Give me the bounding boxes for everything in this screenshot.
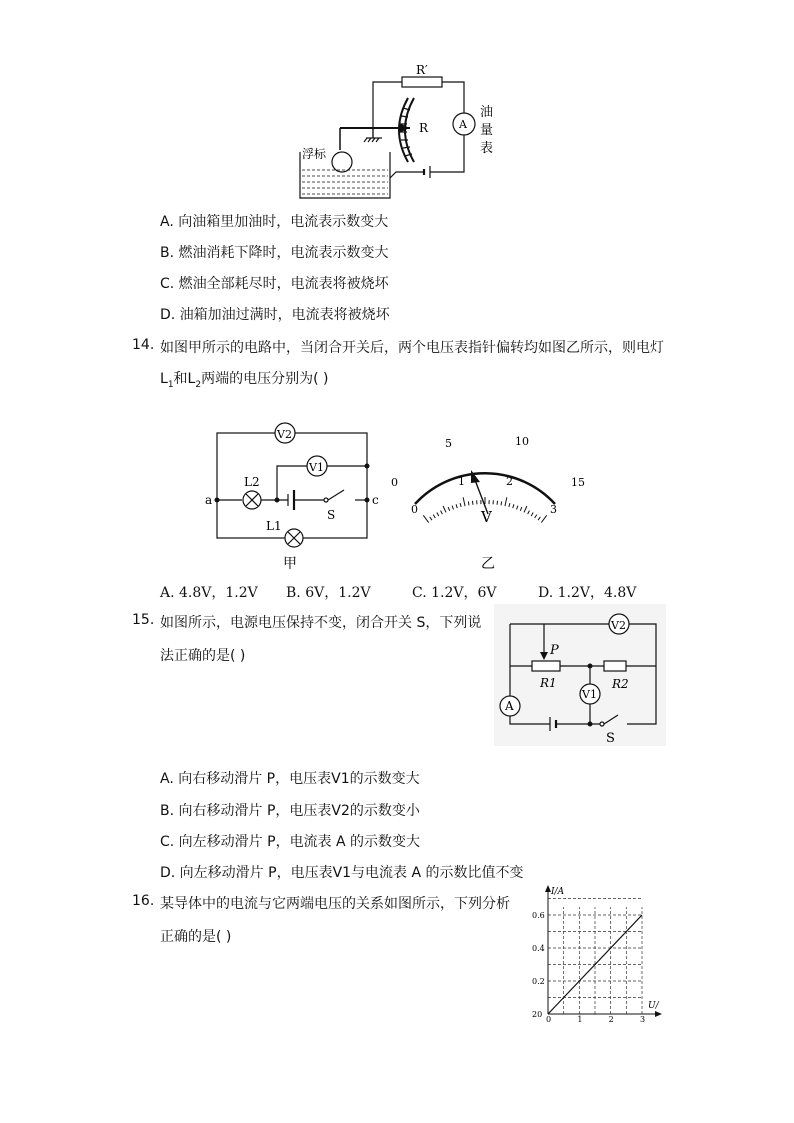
voltmeter-dial-figure	[388, 430, 588, 576]
q15-v1-label: V1	[582, 688, 597, 701]
dial-tick	[448, 507, 449, 511]
q15-r1-label: R1	[540, 676, 557, 690]
dial-tick	[513, 504, 514, 508]
dial-tick	[452, 506, 453, 510]
chart-ylabel: I/A	[551, 887, 565, 897]
circuit-jia-figure	[200, 418, 390, 574]
dial-tick	[423, 515, 428, 522]
dial-tick	[524, 506, 527, 512]
switch-s-label: S	[327, 508, 336, 522]
q15-option-c[interactable]: C. 向左移动滑片 P，电流表 A 的示数变大	[160, 834, 421, 850]
dial-tick	[433, 515, 435, 518]
dial-inner-3: 3	[550, 503, 557, 516]
dial-tick	[535, 515, 537, 518]
chart-series-line	[548, 915, 642, 1014]
meter-name-char-3: 表	[480, 141, 494, 156]
q14-option-d[interactable]: D. 1.2V，4.8V	[538, 585, 637, 601]
chart-x-tick-label: 0	[546, 1015, 552, 1022]
dial-tick	[538, 517, 540, 520]
q15-option-d[interactable]: D. 向左移动滑片 P，电压表V1与电流表 A 的示数比值不变	[160, 865, 524, 881]
chart-y-tick-label: 0.2	[532, 977, 545, 986]
dial-tick	[517, 506, 518, 510]
dial-inner-2: 2	[506, 475, 513, 488]
chart-x-tick-label: 3	[640, 1015, 646, 1022]
dial-unit-label: V	[481, 508, 492, 526]
chart-y-tick-label: 0.6	[532, 911, 545, 920]
r-label: R	[419, 121, 429, 135]
q16-text-line2: 正确的是( )	[160, 929, 232, 945]
dial-tick	[468, 501, 469, 505]
dial-tick	[443, 506, 446, 512]
dial-tick	[437, 513, 439, 516]
q14-number: 14.	[132, 337, 155, 353]
l2-lamp-label: L2	[244, 475, 260, 489]
current-voltage-chart	[524, 882, 664, 1022]
chart-x-tick-label: 1	[577, 1015, 583, 1022]
q13-option-a[interactable]: A. 向油箱里加油时，电流表示数变大	[160, 214, 389, 230]
chart-y-tick-label: 0.4	[532, 944, 545, 953]
dial-tick	[441, 511, 443, 515]
dial-outer-15: 15	[571, 476, 585, 489]
dial-tick	[520, 507, 521, 511]
dial-outer-5: 5	[445, 437, 452, 450]
dial-inner-0: 0	[411, 503, 418, 516]
dial-tick	[430, 517, 432, 520]
dial-tick	[541, 515, 546, 522]
q15-a-label: A	[505, 699, 514, 713]
caption-jia: 甲	[283, 556, 297, 572]
q13-option-d[interactable]: D. 油箱加油过满时，电流表将被烧坏	[160, 307, 390, 323]
chart-x-tick-label: 2	[608, 1015, 614, 1022]
q15-p-label: P	[550, 643, 559, 658]
float-label: 浮标	[302, 147, 327, 161]
q15-option-b[interactable]: B. 向右移动滑片 P，电压表V2的示数变小	[160, 803, 420, 819]
q15-s-label: S	[606, 731, 615, 746]
node-c-label: c	[372, 493, 379, 507]
dial-outer-0: 0	[391, 476, 398, 489]
q14-text-line2: $L_1$和$L_2$两端的电压分别为( )	[160, 371, 329, 390]
dial-tick	[505, 497, 507, 506]
q15-v2-label: V2	[611, 619, 626, 632]
dial-inner-1: 1	[458, 475, 465, 488]
chart-xlabel: U/	[648, 1001, 659, 1011]
ammeter-label: A	[459, 118, 467, 131]
meter-name-char-1: 油	[480, 105, 494, 120]
dial-tick	[460, 503, 461, 507]
q14-text-line1: 如图甲所示的电路中，当闭合开关后，两个电压表指针偏转均如图乙所示，则电灯	[160, 340, 664, 356]
meter-name-char-2: 量	[480, 123, 494, 138]
caption-yi: 乙	[481, 556, 495, 572]
q16-text-line1: 某导体中的电流与它两端电压的关系如图所示，下列分析	[160, 896, 510, 912]
chart-origin-label: 20	[532, 1010, 543, 1019]
q15-r2-label: R2	[612, 677, 629, 691]
q16-number: 16.	[132, 893, 155, 909]
q13-option-b[interactable]: B. 燃油消耗下降时，电流表示数变大	[160, 245, 389, 261]
dial-tick	[463, 497, 465, 506]
node-a-label: a	[205, 493, 213, 507]
dial-outer-10: 10	[515, 435, 529, 448]
dial-tick	[456, 504, 457, 508]
circuit-q15-figure	[494, 604, 666, 746]
dial-tick	[531, 513, 533, 516]
dial-tick	[472, 501, 473, 505]
q14-option-c[interactable]: C. 1.2V，6V	[412, 585, 497, 601]
r-prime-label: R′	[416, 63, 428, 77]
dial-tick	[528, 511, 530, 515]
oil-gauge-circuit-figure	[290, 58, 510, 206]
l1-lamp-label: L1	[266, 519, 282, 533]
v2-meter-label: V2	[277, 428, 292, 441]
dial-tick	[501, 501, 502, 505]
q14-option-b[interactable]: B. 6V，1.2V	[286, 585, 371, 601]
dial-tick	[509, 503, 510, 507]
q15-text-line1: 如图所示，电源电压保持不变，闭合开关 S，下列说	[160, 615, 482, 631]
q15-text-line2: 法正确的是( )	[160, 648, 246, 664]
q13-option-c[interactable]: C. 燃油全部耗尽时，电流表将被烧坏	[160, 276, 389, 292]
q15-option-a[interactable]: A. 向右移动滑片 P，电压表V1的示数变大	[160, 771, 420, 787]
dial-tick	[497, 501, 498, 505]
q15-number: 15.	[132, 612, 155, 628]
q14-option-a[interactable]: A. 4.8V，1.2V	[160, 585, 258, 601]
v1-meter-label: V1	[309, 461, 324, 474]
